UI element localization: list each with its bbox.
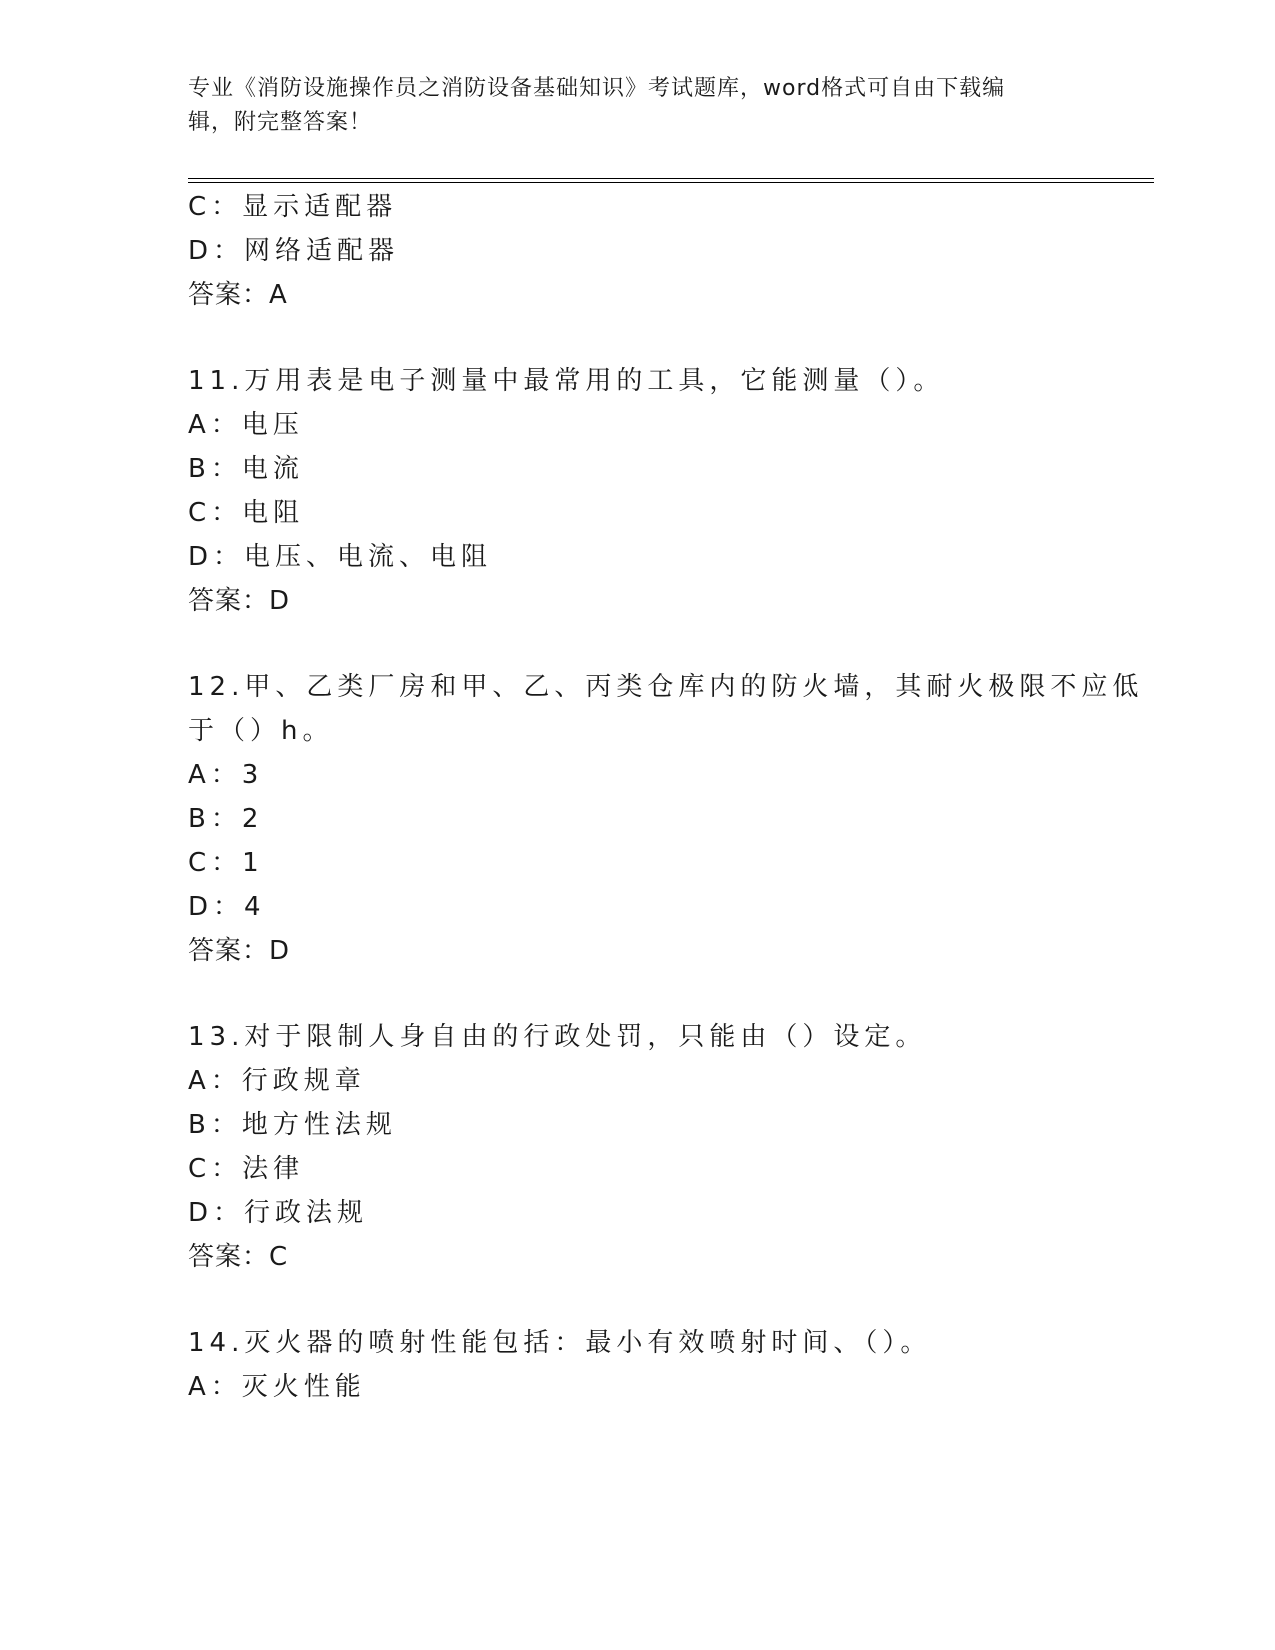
header-divider-top [188,178,1154,179]
question-11-option-d: D：电压、电流、电阻 [188,542,493,572]
question-14-stem: 14.灭火器的喷射性能包括：最小有效喷射时间、（）。 [188,1328,932,1358]
question-12-option-d: D：4 [188,892,266,922]
question-14-option-a: A：灭火性能 [188,1372,366,1402]
option-c: C：显示适配器 [188,192,398,222]
question-11-option-b: B：电流 [188,454,304,484]
answer: 答案：A [188,280,288,310]
question-13-option-b: B：地方性法规 [188,1110,397,1140]
question-12-option-c: C：1 [188,848,264,878]
question-13-stem: 13.对于限制人身自由的行政处罚，只能由（）设定。 [188,1022,927,1052]
question-11-stem: 11.万用表是电子测量中最常用的工具，它能测量（）。 [188,366,945,396]
question-11-option-c: C：电阻 [188,498,305,528]
question-11-option-a: A：电压 [188,410,304,440]
question-12-stem-line-1: 12.甲、乙类厂房和甲、乙、丙类仓库内的防火墙，其耐火极限不应低 [188,672,1144,702]
question-13-option-a: A：行政规章 [188,1066,366,1096]
question-13-answer: 答案：C [188,1242,289,1272]
question-12-answer: 答案：D [188,936,291,966]
question-13-option-d: D：行政法规 [188,1198,369,1228]
header-line-1: 专业《消防设施操作员之消防设备基础知识》考试题库，word格式可自由下载编 [188,76,1006,101]
question-11-answer: 答案：D [188,586,291,616]
question-12-stem-line-2: 于（）h。 [188,716,334,746]
question-12-option-b: B：2 [188,804,264,834]
document-header [188,72,1088,140]
option-d: D：网络适配器 [188,236,400,266]
question-12-option-a: A：3 [188,760,264,790]
header-divider-bottom [188,182,1154,183]
header-line-2: 辑，附完整答案！ [188,110,373,135]
question-13-option-c: C：法律 [188,1154,305,1184]
